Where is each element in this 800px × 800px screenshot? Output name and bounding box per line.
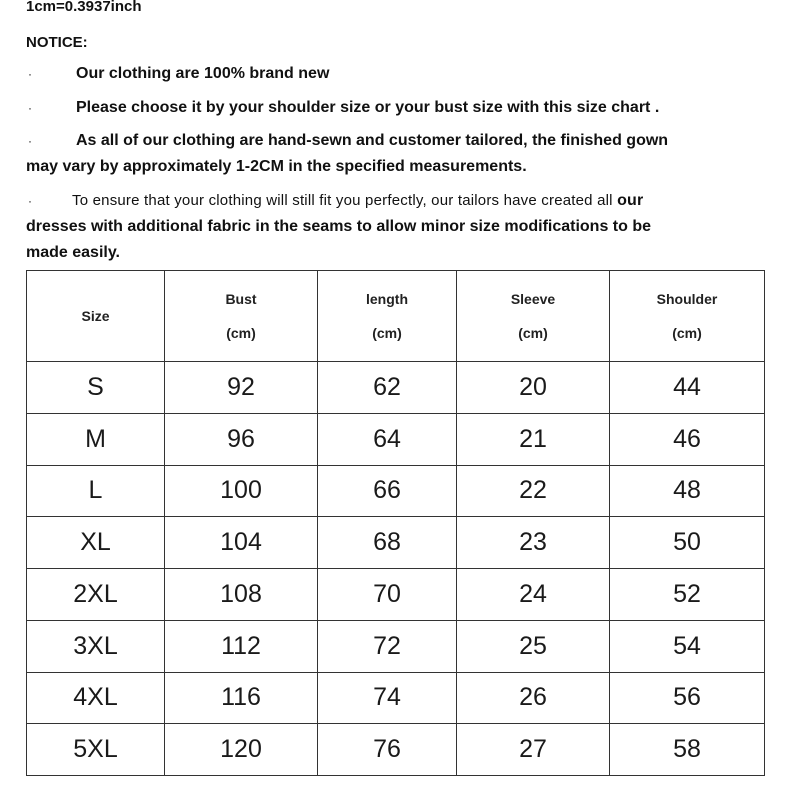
table-row	[27, 672, 765, 724]
cell-size: 5XL	[27, 724, 165, 776]
bullet-icon: ·	[28, 134, 32, 148]
cell-bust: 92	[165, 362, 318, 414]
cell-sleeve: 22	[457, 465, 610, 517]
cell-bust: 104	[165, 517, 318, 569]
notice-text: Our clothing are 100% brand new	[76, 65, 330, 82]
notice-text-continued: made easily.	[26, 244, 120, 261]
cell-shoulder: 50	[610, 517, 765, 569]
table-row	[27, 517, 765, 569]
header-label: Shoulder	[656, 291, 718, 307]
header-shoulder	[610, 271, 765, 362]
header-label: length	[366, 291, 408, 307]
notice-item	[26, 128, 766, 180]
header-bust	[165, 271, 318, 362]
cell-sleeve: 27	[457, 724, 610, 776]
cell-length: 76	[318, 724, 457, 776]
cell-size: XL	[27, 517, 165, 569]
table-row	[27, 465, 765, 517]
cell-shoulder: 46	[610, 413, 765, 465]
cell-bust: 120	[165, 724, 318, 776]
cell-size: 4XL	[27, 672, 165, 724]
header-sleeve	[457, 271, 610, 362]
notice-text-continued: may vary by approximately 1-2CM in the specified measurements.	[26, 158, 527, 175]
notice-text-part: To ensure that your clothing will still fit you perfectly, our tailors have created all	[72, 192, 613, 209]
cell-bust: 116	[165, 672, 318, 724]
cell-length: 74	[318, 672, 457, 724]
cell-sleeve: 26	[457, 672, 610, 724]
header-length	[318, 271, 457, 362]
cell-size: L	[27, 465, 165, 517]
cell-length: 68	[318, 517, 457, 569]
header-unit: (cm)	[226, 325, 256, 341]
cell-shoulder: 54	[610, 620, 765, 672]
cell-shoulder: 56	[610, 672, 765, 724]
notice-text	[26, 188, 766, 214]
cell-sleeve: 20	[457, 362, 610, 414]
table-row	[27, 724, 765, 776]
cell-length: 70	[318, 569, 457, 621]
header-size	[27, 271, 165, 362]
cell-shoulder: 58	[610, 724, 765, 776]
notice-item	[26, 188, 766, 266]
bullet-icon: ·	[28, 101, 32, 115]
unit-conversion-note: 1cm=0.3937inch	[26, 0, 142, 15]
header-label: Size	[81, 308, 110, 324]
header-label: Bust	[225, 291, 257, 307]
cell-size: 3XL	[27, 620, 165, 672]
cell-sleeve: 23	[457, 517, 610, 569]
table-row	[27, 413, 765, 465]
notice-text: As all of our clothing are hand-sewn and customer tailored, the finished gown	[76, 132, 669, 149]
notice-item	[26, 95, 766, 121]
notice-text-bold: our	[617, 192, 644, 209]
table-header-row	[27, 271, 765, 362]
cell-size: M	[27, 413, 165, 465]
cell-size: 2XL	[27, 569, 165, 621]
bullet-icon: ·	[28, 67, 32, 81]
cell-bust: 100	[165, 465, 318, 517]
notice-item	[26, 61, 766, 87]
cell-shoulder: 52	[610, 569, 765, 621]
cell-shoulder: 44	[610, 362, 765, 414]
cell-size: S	[27, 362, 165, 414]
notice-text: Please choose it by your shoulder size or your bust size with this size chart .	[76, 99, 660, 116]
table-row	[27, 569, 765, 621]
cell-bust: 112	[165, 620, 318, 672]
notice-heading: NOTICE:	[26, 34, 88, 51]
cell-length: 72	[318, 620, 457, 672]
cell-sleeve: 24	[457, 569, 610, 621]
cell-length: 62	[318, 362, 457, 414]
table-row	[27, 620, 765, 672]
notice-text-continued: dresses with additional fabric in the seams to allow minor size modifications to be	[26, 218, 652, 235]
header-unit: (cm)	[372, 325, 402, 341]
header-unit: (cm)	[672, 325, 702, 341]
cell-bust: 108	[165, 569, 318, 621]
cell-length: 64	[318, 413, 457, 465]
size-chart-table	[26, 270, 765, 776]
cell-shoulder: 48	[610, 465, 765, 517]
header-label: Sleeve	[510, 291, 556, 307]
cell-sleeve: 25	[457, 620, 610, 672]
header-unit: (cm)	[518, 325, 548, 341]
bullet-icon: ·	[28, 194, 32, 208]
cell-sleeve: 21	[457, 413, 610, 465]
cell-length: 66	[318, 465, 457, 517]
cell-bust: 96	[165, 413, 318, 465]
table-row	[27, 362, 765, 414]
